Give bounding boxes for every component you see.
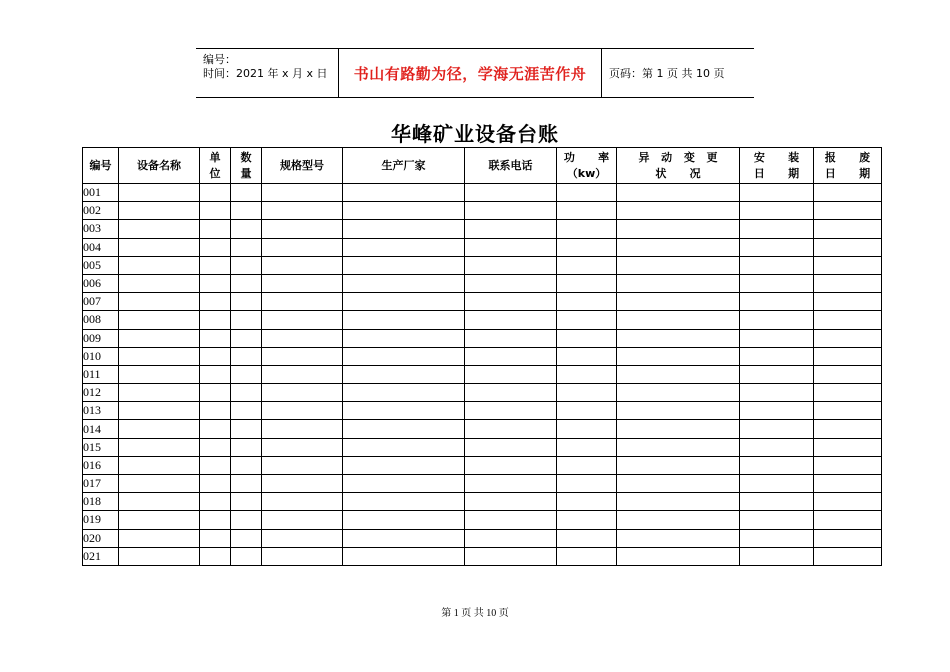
row-number: 005 xyxy=(83,256,119,274)
table-cell xyxy=(814,456,882,474)
table-row xyxy=(83,475,882,493)
time-label: 时间：2021 年 x 月 x 日 xyxy=(203,67,328,80)
row-number: 019 xyxy=(83,511,119,529)
table-cell xyxy=(262,329,343,347)
table-cell xyxy=(814,493,882,511)
table-cell xyxy=(557,511,617,529)
table-cell xyxy=(262,202,343,220)
table-cell xyxy=(231,493,262,511)
table-cell xyxy=(465,402,557,420)
table-cell xyxy=(617,475,740,493)
table-row xyxy=(83,438,882,456)
table-cell xyxy=(740,311,814,329)
table-cell xyxy=(557,365,617,383)
equipment-ledger-table xyxy=(82,147,882,566)
table-cell xyxy=(119,293,200,311)
table-cell xyxy=(119,384,200,402)
table-cell xyxy=(617,311,740,329)
table-cell xyxy=(200,384,231,402)
table-cell xyxy=(814,311,882,329)
table-cell xyxy=(343,220,465,238)
table-cell xyxy=(617,402,740,420)
table-cell xyxy=(200,256,231,274)
table-cell xyxy=(617,220,740,238)
table-cell xyxy=(557,256,617,274)
col-header-quantity: 数 量 xyxy=(231,148,262,184)
table-cell xyxy=(465,311,557,329)
table-cell xyxy=(262,438,343,456)
col-header-unit: 单 位 xyxy=(200,148,231,184)
table-cell xyxy=(814,547,882,565)
table-cell xyxy=(814,293,882,311)
table-cell xyxy=(814,238,882,256)
page-info: 页码：第 1 页 共 10 页 xyxy=(609,67,725,80)
table-cell xyxy=(557,420,617,438)
table-cell xyxy=(465,220,557,238)
table-cell xyxy=(557,293,617,311)
table-cell xyxy=(814,420,882,438)
col-header-model: 规格型号 xyxy=(262,148,343,184)
table-cell xyxy=(617,384,740,402)
col-header-install-date: 安 装 日 期 xyxy=(740,148,814,184)
table-cell xyxy=(200,347,231,365)
table-cell xyxy=(343,475,465,493)
table-cell xyxy=(231,547,262,565)
table-cell xyxy=(119,365,200,383)
table-cell xyxy=(465,293,557,311)
table-cell xyxy=(231,420,262,438)
table-cell xyxy=(231,347,262,365)
table-cell xyxy=(200,202,231,220)
table-cell xyxy=(231,384,262,402)
row-number: 004 xyxy=(83,238,119,256)
table-cell xyxy=(231,184,262,202)
col-header-equipment-name: 设备名称 xyxy=(119,148,200,184)
table-cell xyxy=(119,493,200,511)
table-cell xyxy=(262,511,343,529)
table-row xyxy=(83,220,882,238)
row-number: 006 xyxy=(83,274,119,292)
table-cell xyxy=(119,329,200,347)
table-row xyxy=(83,202,882,220)
table-cell xyxy=(231,438,262,456)
table-cell xyxy=(557,529,617,547)
table-cell xyxy=(465,547,557,565)
table-cell xyxy=(231,475,262,493)
table-row xyxy=(83,547,882,565)
table-cell xyxy=(119,238,200,256)
table-cell xyxy=(343,547,465,565)
table-cell xyxy=(740,220,814,238)
table-cell xyxy=(231,274,262,292)
table-cell xyxy=(343,274,465,292)
table-cell xyxy=(119,475,200,493)
table-cell xyxy=(343,293,465,311)
table-cell xyxy=(814,529,882,547)
table-cell xyxy=(119,347,200,365)
table-cell xyxy=(200,511,231,529)
table-cell xyxy=(200,529,231,547)
table-cell xyxy=(740,529,814,547)
row-number: 012 xyxy=(83,384,119,402)
table-cell xyxy=(343,456,465,474)
table-cell xyxy=(814,347,882,365)
table-cell xyxy=(262,311,343,329)
table-cell xyxy=(343,511,465,529)
table-cell xyxy=(231,511,262,529)
table-cell xyxy=(200,547,231,565)
table-cell xyxy=(200,438,231,456)
table-cell xyxy=(617,329,740,347)
table-cell xyxy=(200,220,231,238)
table-cell xyxy=(200,493,231,511)
row-number: 020 xyxy=(83,529,119,547)
table-cell xyxy=(119,420,200,438)
table-cell xyxy=(814,402,882,420)
col-header-scrap-date: 报 废 日 期 xyxy=(814,148,882,184)
table-cell xyxy=(343,438,465,456)
table-cell xyxy=(557,329,617,347)
table-cell xyxy=(343,238,465,256)
table-cell xyxy=(814,184,882,202)
table-row xyxy=(83,456,882,474)
table-row xyxy=(83,256,882,274)
table-cell xyxy=(231,329,262,347)
table-row xyxy=(83,365,882,383)
table-cell xyxy=(617,293,740,311)
table-cell xyxy=(740,402,814,420)
table-cell xyxy=(262,184,343,202)
table-cell xyxy=(200,238,231,256)
table-cell xyxy=(262,256,343,274)
table-row xyxy=(83,420,882,438)
table-cell xyxy=(343,529,465,547)
table-cell xyxy=(231,311,262,329)
table-cell xyxy=(617,456,740,474)
table-row xyxy=(83,493,882,511)
table-cell xyxy=(465,384,557,402)
row-number: 010 xyxy=(83,347,119,365)
table-cell xyxy=(617,365,740,383)
table-cell xyxy=(343,256,465,274)
table-cell xyxy=(740,202,814,220)
table-cell xyxy=(814,274,882,292)
table-cell xyxy=(119,311,200,329)
page-footer: 第 1 页 共 10 页 xyxy=(441,608,509,619)
table-cell xyxy=(740,293,814,311)
table-cell xyxy=(740,256,814,274)
table-cell xyxy=(262,238,343,256)
table-row xyxy=(83,274,882,292)
table-cell xyxy=(119,438,200,456)
table-cell xyxy=(465,184,557,202)
table-cell xyxy=(343,402,465,420)
table-row xyxy=(83,311,882,329)
table-cell xyxy=(200,293,231,311)
table-cell xyxy=(740,475,814,493)
table-cell xyxy=(465,493,557,511)
table-cell xyxy=(617,347,740,365)
table-cell xyxy=(557,438,617,456)
table-cell xyxy=(740,384,814,402)
table-cell xyxy=(343,311,465,329)
col-header-manufacturer: 生产厂家 xyxy=(343,148,465,184)
table-cell xyxy=(200,475,231,493)
col-header-power: 功 率 （kw） xyxy=(557,148,617,184)
table-cell xyxy=(740,493,814,511)
table-cell xyxy=(262,347,343,365)
table-cell xyxy=(814,220,882,238)
table-cell xyxy=(200,311,231,329)
table-cell xyxy=(617,202,740,220)
table-cell xyxy=(465,420,557,438)
table-cell xyxy=(617,511,740,529)
table-cell xyxy=(814,384,882,402)
table-cell xyxy=(557,347,617,365)
table-cell xyxy=(814,475,882,493)
table-cell xyxy=(231,220,262,238)
row-number: 002 xyxy=(83,202,119,220)
table-cell xyxy=(617,420,740,438)
table-cell xyxy=(557,220,617,238)
table-cell xyxy=(557,475,617,493)
table-cell xyxy=(740,547,814,565)
table-cell xyxy=(557,184,617,202)
page-title: 华峰矿业设备台账 xyxy=(391,122,559,146)
table-cell xyxy=(617,274,740,292)
table-cell xyxy=(200,184,231,202)
table-cell xyxy=(119,547,200,565)
ledger-body xyxy=(83,184,882,566)
table-cell xyxy=(465,274,557,292)
table-cell xyxy=(557,456,617,474)
table-row xyxy=(83,347,882,365)
table-cell xyxy=(814,256,882,274)
table-cell xyxy=(343,202,465,220)
table-cell xyxy=(740,274,814,292)
header-meta xyxy=(196,49,338,97)
row-number: 018 xyxy=(83,493,119,511)
row-number: 009 xyxy=(83,329,119,347)
col-header-phone: 联系电话 xyxy=(465,148,557,184)
table-cell xyxy=(262,274,343,292)
table-cell xyxy=(262,456,343,474)
table-cell xyxy=(465,475,557,493)
table-cell xyxy=(740,365,814,383)
table-cell xyxy=(465,329,557,347)
table-cell xyxy=(465,202,557,220)
table-cell xyxy=(465,238,557,256)
table-row xyxy=(83,511,882,529)
row-number: 016 xyxy=(83,456,119,474)
table-cell xyxy=(465,347,557,365)
table-cell xyxy=(231,402,262,420)
table-cell xyxy=(119,511,200,529)
table-row xyxy=(83,529,882,547)
row-number: 021 xyxy=(83,547,119,565)
table-cell xyxy=(231,529,262,547)
table-cell xyxy=(557,493,617,511)
header-row xyxy=(83,148,882,184)
table-cell xyxy=(740,456,814,474)
table-cell xyxy=(557,202,617,220)
table-cell xyxy=(617,547,740,565)
table-cell xyxy=(343,420,465,438)
table-cell xyxy=(617,438,740,456)
table-cell xyxy=(557,311,617,329)
table-cell xyxy=(262,365,343,383)
table-cell xyxy=(343,329,465,347)
table-cell xyxy=(262,529,343,547)
row-number: 003 xyxy=(83,220,119,238)
table-cell xyxy=(262,475,343,493)
table-cell xyxy=(617,238,740,256)
table-cell xyxy=(557,238,617,256)
row-number: 017 xyxy=(83,475,119,493)
table-cell xyxy=(119,274,200,292)
table-cell xyxy=(814,438,882,456)
number-label: 编号： xyxy=(203,53,236,66)
table-cell xyxy=(119,456,200,474)
table-cell xyxy=(814,511,882,529)
table-cell xyxy=(740,329,814,347)
header-motto: 书山有路勤为径，学海无涯苦作舟 xyxy=(338,49,602,97)
table-cell xyxy=(740,511,814,529)
table-cell xyxy=(262,220,343,238)
table-cell xyxy=(617,184,740,202)
table-cell xyxy=(814,329,882,347)
table-cell xyxy=(814,202,882,220)
row-number: 011 xyxy=(83,365,119,383)
table-cell xyxy=(740,238,814,256)
table-cell xyxy=(200,274,231,292)
table-cell xyxy=(262,493,343,511)
table-cell xyxy=(740,184,814,202)
table-cell xyxy=(231,293,262,311)
table-cell xyxy=(200,420,231,438)
table-cell xyxy=(200,456,231,474)
table-cell xyxy=(465,256,557,274)
table-cell xyxy=(617,256,740,274)
table-cell xyxy=(200,402,231,420)
table-cell xyxy=(617,529,740,547)
table-cell xyxy=(119,402,200,420)
table-cell xyxy=(119,220,200,238)
table-cell xyxy=(262,384,343,402)
table-cell xyxy=(231,202,262,220)
document-header xyxy=(196,48,754,98)
table-cell xyxy=(343,365,465,383)
table-cell xyxy=(343,384,465,402)
table-cell xyxy=(814,365,882,383)
table-row xyxy=(83,184,882,202)
table-cell xyxy=(465,438,557,456)
table-cell xyxy=(465,456,557,474)
table-cell xyxy=(119,529,200,547)
row-number: 001 xyxy=(83,184,119,202)
table-cell xyxy=(557,402,617,420)
table-cell xyxy=(231,456,262,474)
table-cell xyxy=(343,347,465,365)
row-number: 014 xyxy=(83,420,119,438)
table-row xyxy=(83,238,882,256)
table-cell xyxy=(231,365,262,383)
table-cell xyxy=(465,365,557,383)
table-row xyxy=(83,384,882,402)
table-cell xyxy=(262,293,343,311)
col-header-number: 编号 xyxy=(83,148,119,184)
table-cell xyxy=(557,274,617,292)
table-row xyxy=(83,329,882,347)
table-cell xyxy=(262,420,343,438)
table-row xyxy=(83,293,882,311)
table-cell xyxy=(262,402,343,420)
table-cell xyxy=(119,184,200,202)
table-cell xyxy=(465,529,557,547)
table-cell xyxy=(557,547,617,565)
row-number: 013 xyxy=(83,402,119,420)
table-cell xyxy=(231,238,262,256)
row-number: 008 xyxy=(83,311,119,329)
table-cell xyxy=(231,256,262,274)
row-number: 007 xyxy=(83,293,119,311)
table-cell xyxy=(617,493,740,511)
table-cell xyxy=(557,384,617,402)
col-header-change-status: 异 动 变 更 状 况 xyxy=(617,148,740,184)
table-cell xyxy=(200,329,231,347)
table-cell xyxy=(740,438,814,456)
table-cell xyxy=(740,420,814,438)
table-cell xyxy=(343,184,465,202)
table-cell xyxy=(200,365,231,383)
table-cell xyxy=(262,547,343,565)
table-cell xyxy=(343,493,465,511)
table-cell xyxy=(465,511,557,529)
table-cell xyxy=(740,347,814,365)
table-cell xyxy=(119,256,200,274)
table-cell xyxy=(119,202,200,220)
row-number: 015 xyxy=(83,438,119,456)
table-row xyxy=(83,402,882,420)
